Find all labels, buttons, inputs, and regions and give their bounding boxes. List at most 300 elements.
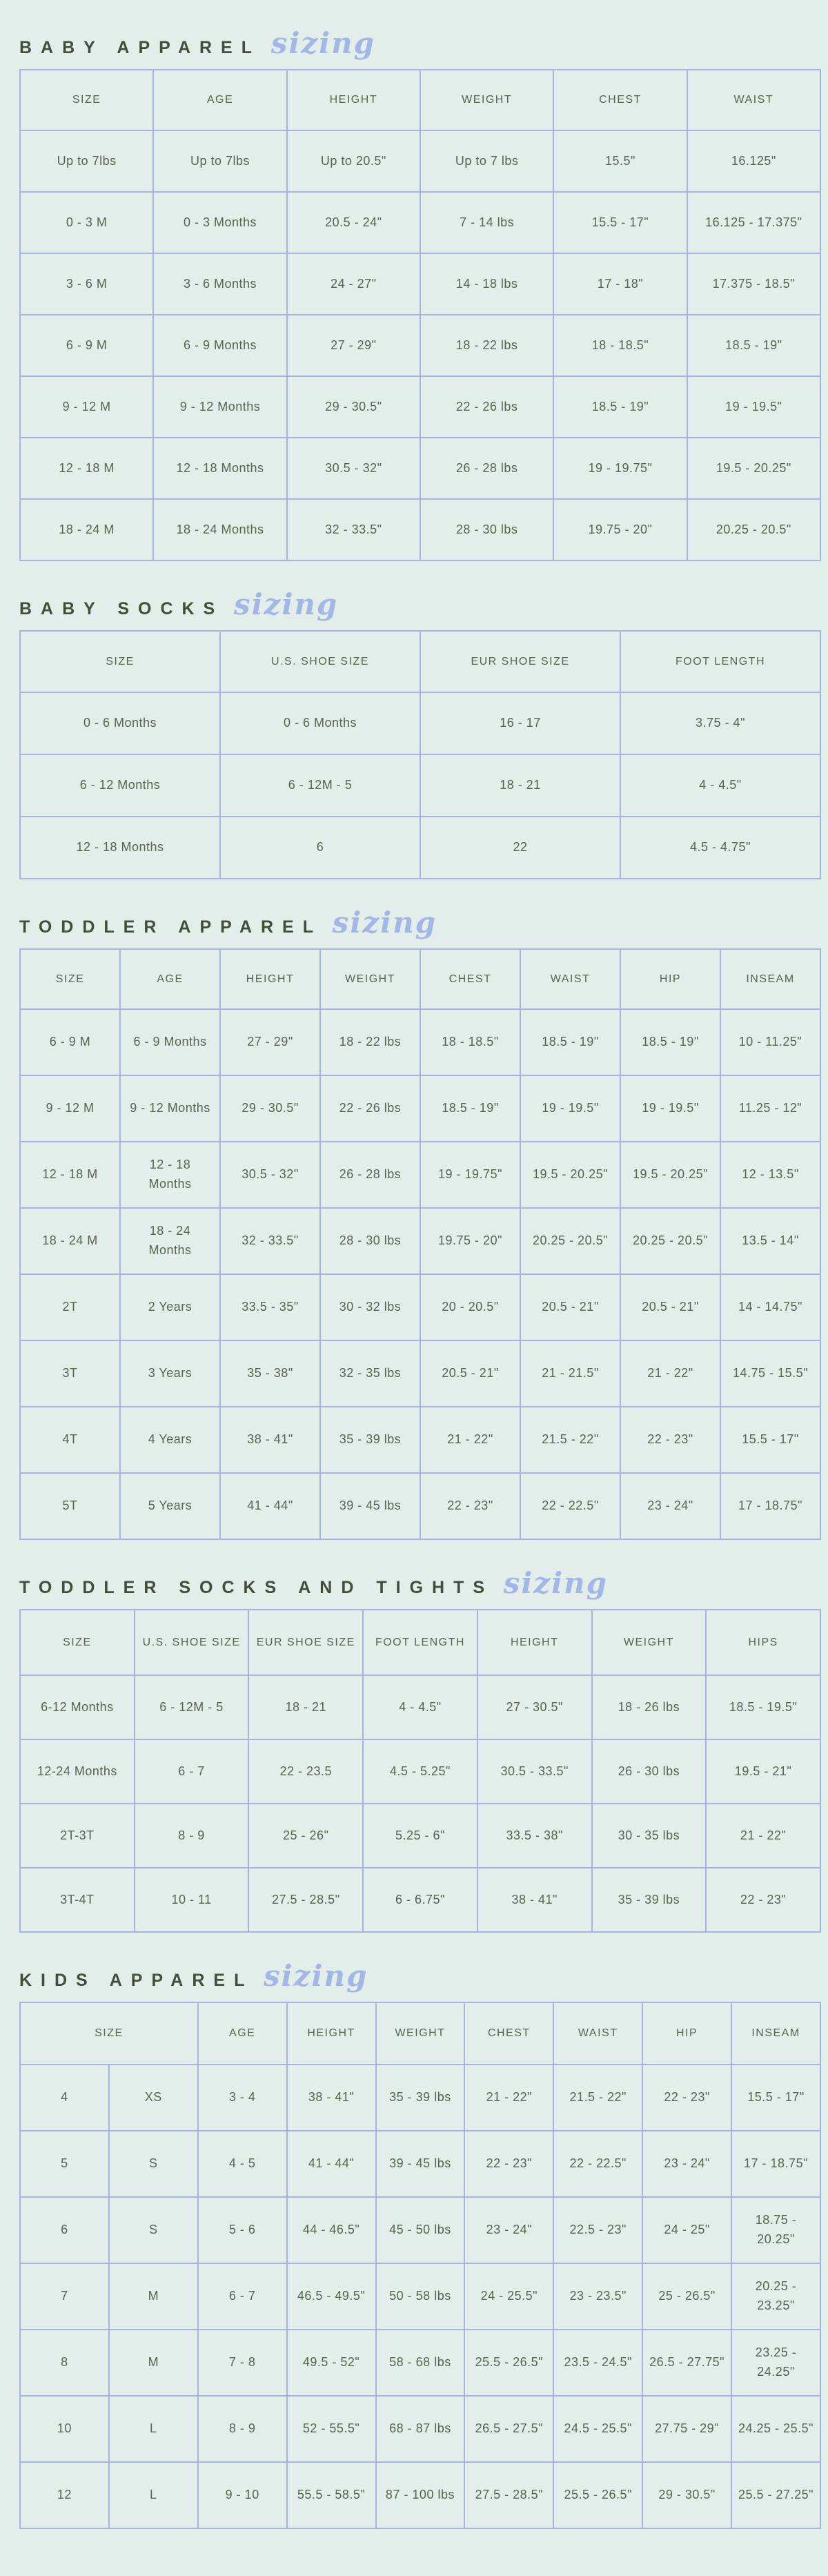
table-cell: 8 - 9 xyxy=(198,2396,287,2462)
table-cell: 41 - 44" xyxy=(287,2131,376,2197)
table-cell: 20.5 - 24" xyxy=(287,192,420,253)
table-cell: 9 - 12 M xyxy=(20,376,153,438)
table-cell: 24 - 25.5" xyxy=(464,2263,553,2330)
section-heading xyxy=(19,1566,828,1605)
table-cell: 6 - 6.75" xyxy=(363,1868,477,1932)
table-cell: 15.5 - 17" xyxy=(731,2065,820,2131)
table-cell: 12 - 18 Months xyxy=(153,438,286,499)
header-row xyxy=(20,949,820,1009)
table-cell: 24.25 - 25.5" xyxy=(731,2396,820,2462)
table-row xyxy=(20,2197,820,2263)
section-title-script: sizing xyxy=(270,26,375,60)
table-cell: 10 xyxy=(20,2396,109,2462)
table-cell: 19.5 - 21" xyxy=(706,1739,820,1804)
table-cell: 32 - 35 lbs xyxy=(320,1340,420,1407)
table-cell: 21 - 22" xyxy=(420,1407,520,1473)
table-row xyxy=(20,2263,820,2330)
table-row xyxy=(20,130,820,192)
table-row xyxy=(20,2131,820,2197)
table-cell: 32 - 33.5" xyxy=(220,1208,320,1274)
table-cell: 19 - 19.75" xyxy=(420,1142,520,1208)
column-header: SIZE xyxy=(20,1610,135,1675)
column-header: SIZE xyxy=(20,70,153,130)
table-cell: 10 - 11.25" xyxy=(720,1009,820,1075)
column-header: WEIGHT xyxy=(420,70,553,130)
table-cell: 23.5 - 24.5" xyxy=(553,2330,642,2396)
table-cell: L xyxy=(109,2396,198,2462)
table-cell: 6 - 12M - 5 xyxy=(220,754,420,817)
table-cell: 27.5 - 28.5" xyxy=(248,1868,363,1932)
table-cell: 21 - 22" xyxy=(620,1340,720,1407)
section-title: BABY APPAREL xyxy=(19,38,262,57)
table-row xyxy=(20,315,820,376)
table-cell: 38 - 41" xyxy=(477,1868,592,1932)
table-cell: 13.5 - 14" xyxy=(720,1208,820,1274)
table-cell: 19.75 - 20" xyxy=(420,1208,520,1274)
baby-socks-section xyxy=(0,587,828,879)
table-cell: 18 - 21 xyxy=(420,754,620,817)
column-header: EUR SHOE SIZE xyxy=(248,1610,363,1675)
table-cell: 18.5 - 19" xyxy=(420,1075,520,1142)
table-cell: 32 - 33.5" xyxy=(287,499,420,560)
table-cell: 49.5 - 52" xyxy=(287,2330,376,2396)
table-cell: 19.5 - 20.25" xyxy=(687,438,820,499)
table-cell: 38 - 41" xyxy=(287,2065,376,2131)
section-heading xyxy=(19,26,828,65)
table-cell: 8 xyxy=(20,2330,109,2396)
table-row xyxy=(20,1340,820,1407)
table-cell: 12 - 18 Months xyxy=(120,1142,220,1208)
section-title: KIDS APPAREL xyxy=(19,1971,254,1990)
table-cell: 20.25 - 20.5" xyxy=(687,499,820,560)
table-cell: 41 - 44" xyxy=(220,1473,320,1539)
table-cell: 22 - 23.5 xyxy=(248,1739,363,1804)
column-header: SIZE xyxy=(20,631,220,692)
table-cell: 3 - 6 M xyxy=(20,253,153,315)
table-cell: 22 - 22.5" xyxy=(553,2131,642,2197)
table-cell: 17 - 18" xyxy=(553,253,687,315)
table-cell: 27 - 30.5" xyxy=(477,1675,592,1739)
toddler-socks-and-tights-section xyxy=(0,1566,828,1933)
table-cell: 0 - 6 Months xyxy=(20,692,220,754)
table-cell: 0 - 3 M xyxy=(20,192,153,253)
table-row xyxy=(20,499,820,560)
table-row xyxy=(20,1142,820,1208)
table-cell: 6-12 Months xyxy=(20,1675,135,1739)
table-cell: 29 - 30.5" xyxy=(287,376,420,438)
table-cell: 15.5 - 17" xyxy=(553,192,687,253)
table-row xyxy=(20,1274,820,1340)
table-cell: 58 - 68 lbs xyxy=(376,2330,465,2396)
section-title: TODDLER SOCKS AND TIGHTS xyxy=(19,1578,494,1597)
section-title: TODDLER APPAREL xyxy=(19,917,322,937)
section-title-script: sizing xyxy=(332,906,437,939)
table-cell: 21 - 22" xyxy=(706,1804,820,1868)
table-cell: 18.5 - 19.5" xyxy=(706,1675,820,1739)
table-cell: 23 - 24" xyxy=(620,1473,720,1539)
table-cell: 18 - 18.5" xyxy=(553,315,687,376)
table-cell: Up to 7 lbs xyxy=(420,130,553,192)
table-row xyxy=(20,817,820,879)
column-header: HEIGHT xyxy=(287,70,420,130)
table-cell: 7 - 8 xyxy=(198,2330,287,2396)
table-cell: 22 - 23" xyxy=(420,1473,520,1539)
table-cell: 25.5 - 27.25" xyxy=(731,2462,820,2528)
table-cell: 24 - 27" xyxy=(287,253,420,315)
table-row xyxy=(20,1473,820,1539)
column-header: CHEST xyxy=(553,70,687,130)
table-row xyxy=(20,1407,820,1473)
table-cell: 17 - 18.75" xyxy=(731,2131,820,2197)
baby-socks-sizing-table xyxy=(19,630,821,879)
table-cell: 16.125" xyxy=(687,130,820,192)
table-cell: 14 - 14.75" xyxy=(720,1274,820,1340)
column-header: SIZE xyxy=(20,949,120,1009)
table-cell: 35 - 39 lbs xyxy=(376,2065,465,2131)
table-cell: 29 - 30.5" xyxy=(642,2462,731,2528)
section-heading xyxy=(19,1959,828,1998)
table-cell: 30.5 - 33.5" xyxy=(477,1739,592,1804)
table-cell: 30 - 35 lbs xyxy=(592,1804,707,1868)
table-cell: 9 - 12 Months xyxy=(153,376,286,438)
column-header: HIP xyxy=(620,949,720,1009)
table-cell: 28 - 30 lbs xyxy=(320,1208,420,1274)
table-row xyxy=(20,2330,820,2396)
table-cell: 3 Years xyxy=(120,1340,220,1407)
table-cell: 4 xyxy=(20,2065,109,2131)
table-cell: 33.5 - 38" xyxy=(477,1804,592,1868)
toddler-socks-and-tights-sizing-table xyxy=(19,1609,821,1933)
table-row xyxy=(20,692,820,754)
column-header: WAIST xyxy=(687,70,820,130)
column-header: EUR SHOE SIZE xyxy=(420,631,620,692)
header-row xyxy=(20,1610,820,1675)
table-row xyxy=(20,1208,820,1274)
table-cell: 6 - 12M - 5 xyxy=(135,1675,249,1739)
table-cell: 6 - 9 Months xyxy=(153,315,286,376)
table-cell: 6 - 7 xyxy=(135,1739,249,1804)
column-header: INSEAM xyxy=(731,2002,820,2065)
column-header: AGE xyxy=(120,949,220,1009)
table-cell: 19.75 - 20" xyxy=(553,499,687,560)
table-row xyxy=(20,1804,820,1868)
table-cell: 21 - 22" xyxy=(464,2065,553,2131)
table-cell: 19 - 19.5" xyxy=(687,376,820,438)
table-cell: 20.25 - 23.25" xyxy=(731,2263,820,2330)
table-cell: 87 - 100 lbs xyxy=(376,2462,465,2528)
table-cell: 20.5 - 21" xyxy=(620,1274,720,1340)
table-row xyxy=(20,1739,820,1804)
table-cell: 12 - 13.5" xyxy=(720,1142,820,1208)
table-cell: 19.5 - 20.25" xyxy=(620,1142,720,1208)
table-cell: 21 - 21.5" xyxy=(520,1340,620,1407)
section-title-script: sizing xyxy=(264,1959,368,1993)
table-cell: 35 - 38" xyxy=(220,1340,320,1407)
table-cell: 2T xyxy=(20,1274,120,1340)
table-cell: 20.5 - 21" xyxy=(420,1340,520,1407)
column-header: FOOT LENGTH xyxy=(363,1610,477,1675)
baby-apparel-sizing-table xyxy=(19,69,821,561)
table-cell: 22 - 22.5" xyxy=(520,1473,620,1539)
table-row xyxy=(20,192,820,253)
column-header: INSEAM xyxy=(720,949,820,1009)
section-heading xyxy=(19,906,828,944)
table-cell: 4 - 5 xyxy=(198,2131,287,2197)
table-cell: 27 - 29" xyxy=(287,315,420,376)
column-header: HIPS xyxy=(706,1610,820,1675)
table-cell: 7 xyxy=(20,2263,109,2330)
toddler-apparel-sizing-table xyxy=(19,948,821,1540)
table-cell: 6 - 12 Months xyxy=(20,754,220,817)
table-cell: 11.25 - 12" xyxy=(720,1075,820,1142)
column-header: HEIGHT xyxy=(287,2002,376,2065)
table-cell: 25 - 26.5" xyxy=(642,2263,731,2330)
table-cell: 18 - 24 Months xyxy=(153,499,286,560)
table-cell: 8 - 9 xyxy=(135,1804,249,1868)
table-cell: 18 - 24 M xyxy=(20,1208,120,1274)
table-cell: 6 xyxy=(220,817,420,879)
column-header: CHEST xyxy=(464,2002,553,2065)
column-header: WEIGHT xyxy=(376,2002,465,2065)
size-guide-page xyxy=(0,26,828,2529)
toddler-apparel-section xyxy=(0,906,828,1540)
table-cell: S xyxy=(109,2197,198,2263)
kids-apparel-sizing-table xyxy=(19,2002,821,2529)
table-cell: 3 - 6 Months xyxy=(153,253,286,315)
table-cell: 39 - 45 lbs xyxy=(320,1473,420,1539)
table-cell: 5 xyxy=(20,2131,109,2197)
table-cell: 22 - 23" xyxy=(620,1407,720,1473)
table-row xyxy=(20,754,820,817)
table-cell: 12-24 Months xyxy=(20,1739,135,1804)
table-cell: 22 - 26 lbs xyxy=(420,376,553,438)
table-cell: 4 - 4.5" xyxy=(363,1675,477,1739)
table-cell: 18 - 26 lbs xyxy=(592,1675,707,1739)
table-cell: 30.5 - 32" xyxy=(287,438,420,499)
table-cell: 3T xyxy=(20,1340,120,1407)
table-cell: 4.5 - 4.75" xyxy=(620,817,820,879)
table-cell: 3 - 4 xyxy=(198,2065,287,2131)
table-cell: 18 - 22 lbs xyxy=(420,315,553,376)
table-cell: 45 - 50 lbs xyxy=(376,2197,465,2263)
table-cell: 18 - 22 lbs xyxy=(320,1009,420,1075)
table-row xyxy=(20,2462,820,2528)
table-cell: 16.125 - 17.375" xyxy=(687,192,820,253)
table-cell: 27.75 - 29" xyxy=(642,2396,731,2462)
table-cell: 25 - 26" xyxy=(248,1804,363,1868)
table-cell: 18 - 18.5" xyxy=(420,1009,520,1075)
table-cell: 22 - 23" xyxy=(642,2065,731,2131)
column-header: U.S. SHOE SIZE xyxy=(220,631,420,692)
table-cell: 23 - 24" xyxy=(464,2197,553,2263)
table-cell: Up to 7lbs xyxy=(153,130,286,192)
table-cell: 22 - 23" xyxy=(464,2131,553,2197)
table-row xyxy=(20,2065,820,2131)
table-cell: 15.5" xyxy=(553,130,687,192)
table-cell: 18 - 21 xyxy=(248,1675,363,1739)
column-header: AGE xyxy=(153,70,286,130)
table-cell: 24.5 - 25.5" xyxy=(553,2396,642,2462)
table-cell: 19.5 - 20.25" xyxy=(520,1142,620,1208)
table-cell: 26 - 28 lbs xyxy=(320,1142,420,1208)
table-cell: 9 - 12 M xyxy=(20,1075,120,1142)
column-header: WEIGHT xyxy=(320,949,420,1009)
table-cell: 39 - 45 lbs xyxy=(376,2131,465,2197)
table-cell: 20 - 20.5" xyxy=(420,1274,520,1340)
table-row xyxy=(20,438,820,499)
table-row xyxy=(20,1009,820,1075)
table-cell: 35 - 39 lbs xyxy=(592,1868,707,1932)
table-cell: 29 - 30.5" xyxy=(220,1075,320,1142)
table-cell: M xyxy=(109,2330,198,2396)
table-cell: 23.25 - 24.25" xyxy=(731,2330,820,2396)
table-cell: 6 - 9 Months xyxy=(120,1009,220,1075)
table-cell: 0 - 6 Months xyxy=(220,692,420,754)
column-header: HEIGHT xyxy=(477,1610,592,1675)
table-cell: 20.5 - 21" xyxy=(520,1274,620,1340)
table-cell: 26 - 30 lbs xyxy=(592,1739,707,1804)
table-cell: 18.5 - 19" xyxy=(620,1009,720,1075)
table-cell: Up to 7lbs xyxy=(20,130,153,192)
section-heading xyxy=(19,587,828,626)
table-cell: 20.25 - 20.5" xyxy=(520,1208,620,1274)
table-cell: 46.5 - 49.5" xyxy=(287,2263,376,2330)
table-cell: 22 - 26 lbs xyxy=(320,1075,420,1142)
table-cell: 21.5 - 22" xyxy=(553,2065,642,2131)
table-cell: 12 - 18 M xyxy=(20,438,153,499)
table-cell: Up to 20.5" xyxy=(287,130,420,192)
table-cell: 3.75 - 4" xyxy=(620,692,820,754)
table-row xyxy=(20,1675,820,1739)
table-cell: 17.375 - 18.5" xyxy=(687,253,820,315)
column-header: CHEST xyxy=(420,949,520,1009)
column-header: WAIST xyxy=(553,2002,642,2065)
table-cell: 18.5 - 19" xyxy=(553,376,687,438)
table-cell: 0 - 3 Months xyxy=(153,192,286,253)
table-cell: 20.25 - 20.5" xyxy=(620,1208,720,1274)
table-row xyxy=(20,1868,820,1932)
baby-apparel-section xyxy=(0,26,828,561)
column-header: WEIGHT xyxy=(592,1610,707,1675)
header-row xyxy=(20,631,820,692)
table-cell: 22 xyxy=(420,817,620,879)
table-cell: 6 - 9 M xyxy=(20,315,153,376)
table-cell: 52 - 55.5" xyxy=(287,2396,376,2462)
table-cell: 5.25 - 6" xyxy=(363,1804,477,1868)
table-cell: 30 - 32 lbs xyxy=(320,1274,420,1340)
table-cell: M xyxy=(109,2263,198,2330)
table-cell: 18.5 - 19" xyxy=(520,1009,620,1075)
header-row xyxy=(20,2002,820,2065)
column-header: WAIST xyxy=(520,949,620,1009)
column-header: HIP xyxy=(642,2002,731,2065)
column-header: FOOT LENGTH xyxy=(620,631,820,692)
table-cell: 5T xyxy=(20,1473,120,1539)
table-cell: 38 - 41" xyxy=(220,1407,320,1473)
table-cell: 5 - 6 xyxy=(198,2197,287,2263)
table-cell: 5 Years xyxy=(120,1473,220,1539)
table-cell: 14.75 - 15.5" xyxy=(720,1340,820,1407)
table-cell: 23 - 23.5" xyxy=(553,2263,642,2330)
table-cell: 12 xyxy=(20,2462,109,2528)
table-cell: 19 - 19.5" xyxy=(520,1075,620,1142)
table-cell: 18.75 - 20.25" xyxy=(731,2197,820,2263)
table-cell: 28 - 30 lbs xyxy=(420,499,553,560)
table-cell: 26 - 28 lbs xyxy=(420,438,553,499)
table-cell: 23 - 24" xyxy=(642,2131,731,2197)
table-row xyxy=(20,376,820,438)
column-header: AGE xyxy=(198,2002,287,2065)
table-cell: 19 - 19.5" xyxy=(620,1075,720,1142)
table-cell: 14 - 18 lbs xyxy=(420,253,553,315)
table-cell: 12 - 18 Months xyxy=(20,817,220,879)
table-cell: 21.5 - 22" xyxy=(520,1407,620,1473)
table-cell: 22.5 - 23" xyxy=(553,2197,642,2263)
table-cell: 2 Years xyxy=(120,1274,220,1340)
table-cell: 4 - 4.5" xyxy=(620,754,820,817)
table-cell: 25.5 - 26.5" xyxy=(464,2330,553,2396)
table-cell: 16 - 17 xyxy=(420,692,620,754)
table-cell: 68 - 87 lbs xyxy=(376,2396,465,2462)
table-cell: 35 - 39 lbs xyxy=(320,1407,420,1473)
table-cell: 7 - 14 lbs xyxy=(420,192,553,253)
header-row xyxy=(20,70,820,130)
table-cell: 33.5 - 35" xyxy=(220,1274,320,1340)
table-cell: 22 - 23" xyxy=(706,1868,820,1932)
column-header: U.S. SHOE SIZE xyxy=(135,1610,249,1675)
table-cell: S xyxy=(109,2131,198,2197)
table-cell: 27.5 - 28.5" xyxy=(464,2462,553,2528)
table-cell: 25.5 - 26.5" xyxy=(553,2462,642,2528)
table-cell: 4 Years xyxy=(120,1407,220,1473)
table-cell: 26.5 - 27.75" xyxy=(642,2330,731,2396)
table-row xyxy=(20,253,820,315)
table-cell: 6 xyxy=(20,2197,109,2263)
section-title-script: sizing xyxy=(503,1566,608,1600)
table-cell: XS xyxy=(109,2065,198,2131)
table-cell: 12 - 18 M xyxy=(20,1142,120,1208)
table-cell: 30.5 - 32" xyxy=(220,1142,320,1208)
table-cell: 55.5 - 58.5" xyxy=(287,2462,376,2528)
table-cell: 17 - 18.75" xyxy=(720,1473,820,1539)
section-title: BABY SOCKS xyxy=(19,599,224,618)
table-cell: 6 - 7 xyxy=(198,2263,287,2330)
table-cell: 18 - 24 Months xyxy=(120,1208,220,1274)
table-cell: 2T-3T xyxy=(20,1804,135,1868)
column-header: SIZE xyxy=(20,2002,198,2065)
table-cell: 24 - 25" xyxy=(642,2197,731,2263)
table-cell: 26.5 - 27.5" xyxy=(464,2396,553,2462)
table-cell: 9 - 10 xyxy=(198,2462,287,2528)
table-cell: 18 - 24 M xyxy=(20,499,153,560)
section-title-script: sizing xyxy=(233,587,339,621)
table-cell: 4T xyxy=(20,1407,120,1473)
table-cell: 15.5 - 17" xyxy=(720,1407,820,1473)
table-row xyxy=(20,2396,820,2462)
kids-apparel-section xyxy=(0,1959,828,2529)
table-cell: L xyxy=(109,2462,198,2528)
column-header: HEIGHT xyxy=(220,949,320,1009)
table-cell: 10 - 11 xyxy=(135,1868,249,1932)
table-cell: 9 - 12 Months xyxy=(120,1075,220,1142)
table-cell: 50 - 58 lbs xyxy=(376,2263,465,2330)
table-cell: 3T-4T xyxy=(20,1868,135,1932)
table-cell: 44 - 46.5" xyxy=(287,2197,376,2263)
table-cell: 18.5 - 19" xyxy=(687,315,820,376)
table-cell: 6 - 9 M xyxy=(20,1009,120,1075)
table-cell: 4.5 - 5.25" xyxy=(363,1739,477,1804)
table-cell: 27 - 29" xyxy=(220,1009,320,1075)
